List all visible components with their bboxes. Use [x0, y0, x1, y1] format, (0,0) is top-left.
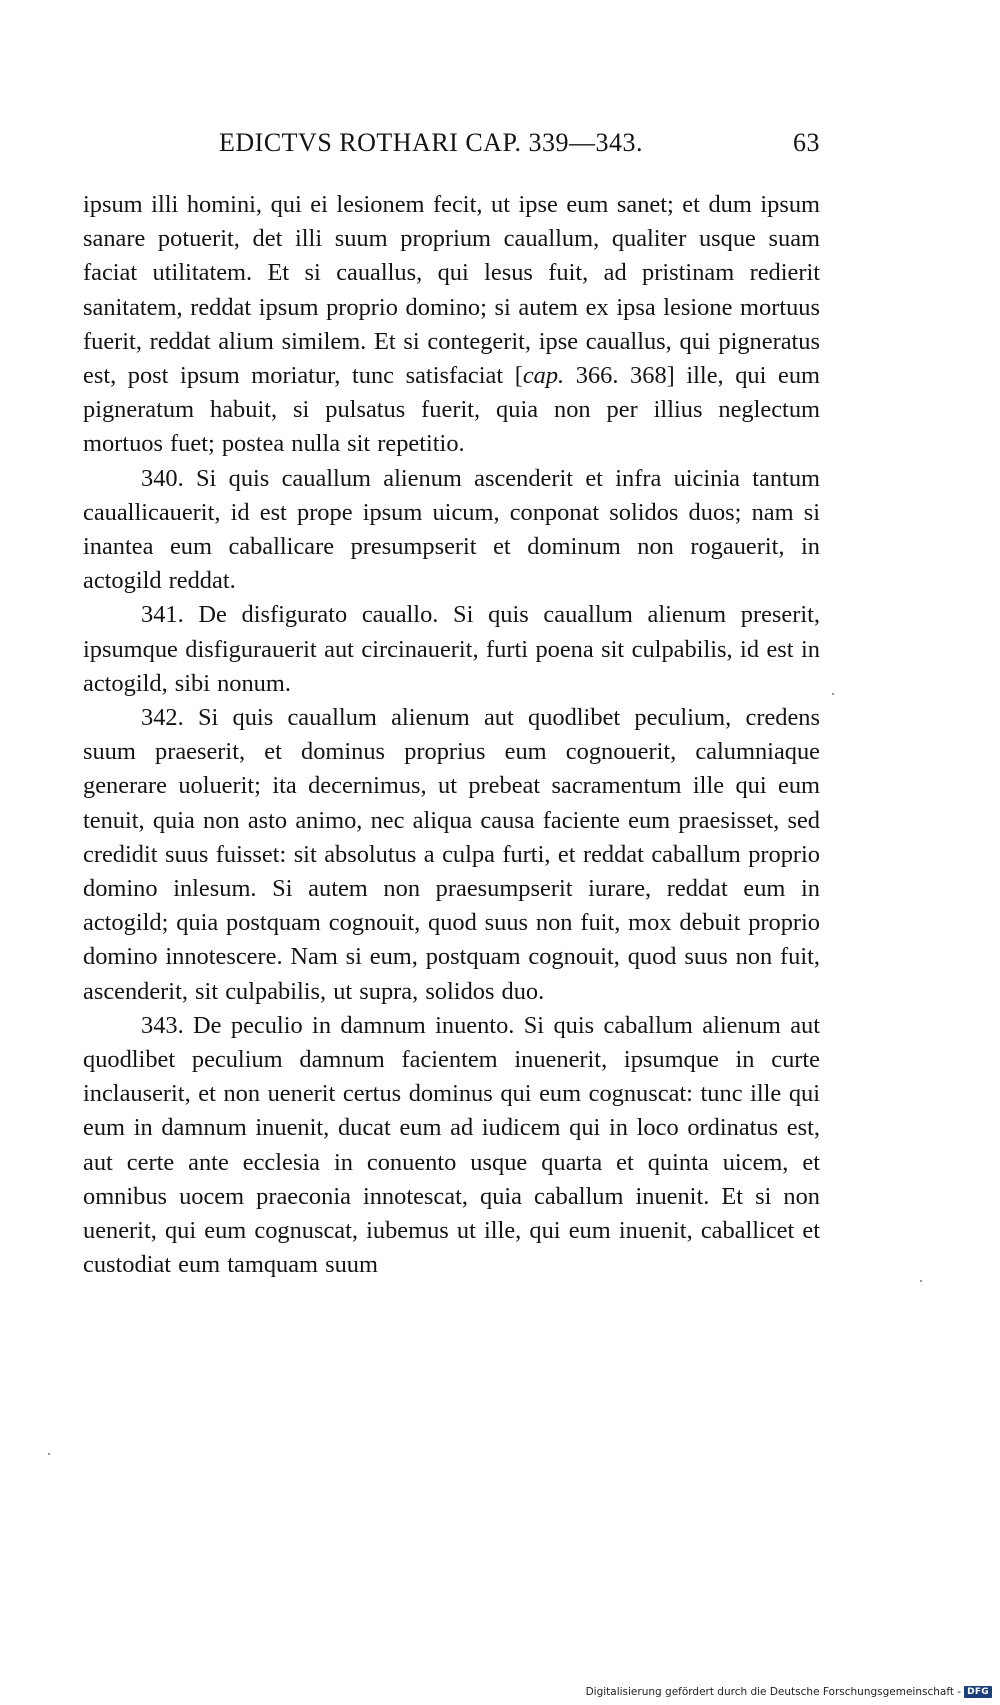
page-number: 63: [793, 128, 820, 157]
cross-reference: cap.: [522, 362, 565, 390]
body-text: [83, 188, 820, 1283]
continuation-tail: 366. 368] ille, qui eum pigneratum habuit, si pulsatus fuerit, quia non per illius neglectum mortuos fuet; postea nulla sit repetitio.: [83, 362, 820, 458]
continuation-text: ipsum illi homini, qui ei lesionem fecit, ut ipse eum sanet; et dum ipsum sanare potuerit, det illi suum proprium cauallum, qualiter usque suam faciat utilitatem. Et si cauallus, qui lesus fuit, ad pristinam redierit sanitatem, reddat ipsum proprio domino; si autem ex ipsa lesione mortuus fuerit, reddat alium similem. Et si contegerit, ipse cauallus, qui pigneratus est, post ipsum moriatur, tunc satisfaciat [: [83, 191, 820, 390]
dfg-logo: DFG: [964, 1686, 992, 1698]
scan-speck: [920, 1280, 922, 1282]
digitization-credit: [586, 1686, 992, 1698]
paragraph-340: 340. Si quis cauallum alienum ascenderit et infra uicinia tantum cauallicauerit, id est prope ipsum uicum, conponat solidos duos; nam si inantea eum caballicare presumpserit et dominum non rogauerit, in actogild reddat.: [83, 464, 820, 595]
running-header: [83, 128, 820, 168]
scan-speck: [48, 1453, 50, 1455]
scan-speck: [832, 693, 834, 695]
paragraph-343: 343. De peculio in damnum inuento. Si quis caballum alienum aut quodlibet peculium damnum facientem inuenerit, ipsumque in curte inclauserit, et non uenerit certus dominus qui eum cognuscat: tunc ille qui eum in damnum inuenit, ducat eum ad iudicem qui in loco ordinatus est, aut certe ante ecclesia in conuento usque quarta et quinta uicem, et omnibus uocem praeconia innotescat, quia caballum inuenit. Et si non uenerit, qui eum cognuscat, iubemus ut ille, qui eum inuenit, caballicet et custodiat eum tamquam suum: [83, 1011, 820, 1279]
continuation-paragraph: [83, 188, 820, 462]
credit-text: Digitalisierung gefördert durch die Deutsche Forschungsgemeinschaft -: [585, 1686, 962, 1698]
paragraph-342: 342. Si quis cauallum alienum aut quodlibet peculium, credens suum praeserit, et dominus proprius eum cognouerit, calumniaque generare uoluerit; ita decernimus, ut prebeat sacramentum ille qui eum tenuit, quia non asto animo, nec aliqua causa faciente eum praesisset, sed credidit suus fuisset: sit absolutus a culpa furti, et reddat caballum proprio domino inlesum. Si autem non praesumpserit iurare, reddat eum in actogild; quia postquam cognouit, quod suus non fuit, mox debuit proprio domino innotescere. Nam si eum, postquam cognouit, quod suus non fuit, ascenderit, sit culpabilis, ut supra, solidos duo.: [83, 704, 820, 1005]
paragraph-341: 341. De disfigurato cauallo. Si quis cauallum alienum preserit, ipsumque disfigurauerit aut circinauerit, furti poena sit culpabilis, id est in actogild, sibi nonum.: [83, 601, 820, 697]
running-title: EDICTVS ROTHARI CAP. 339—343.: [219, 128, 644, 157]
